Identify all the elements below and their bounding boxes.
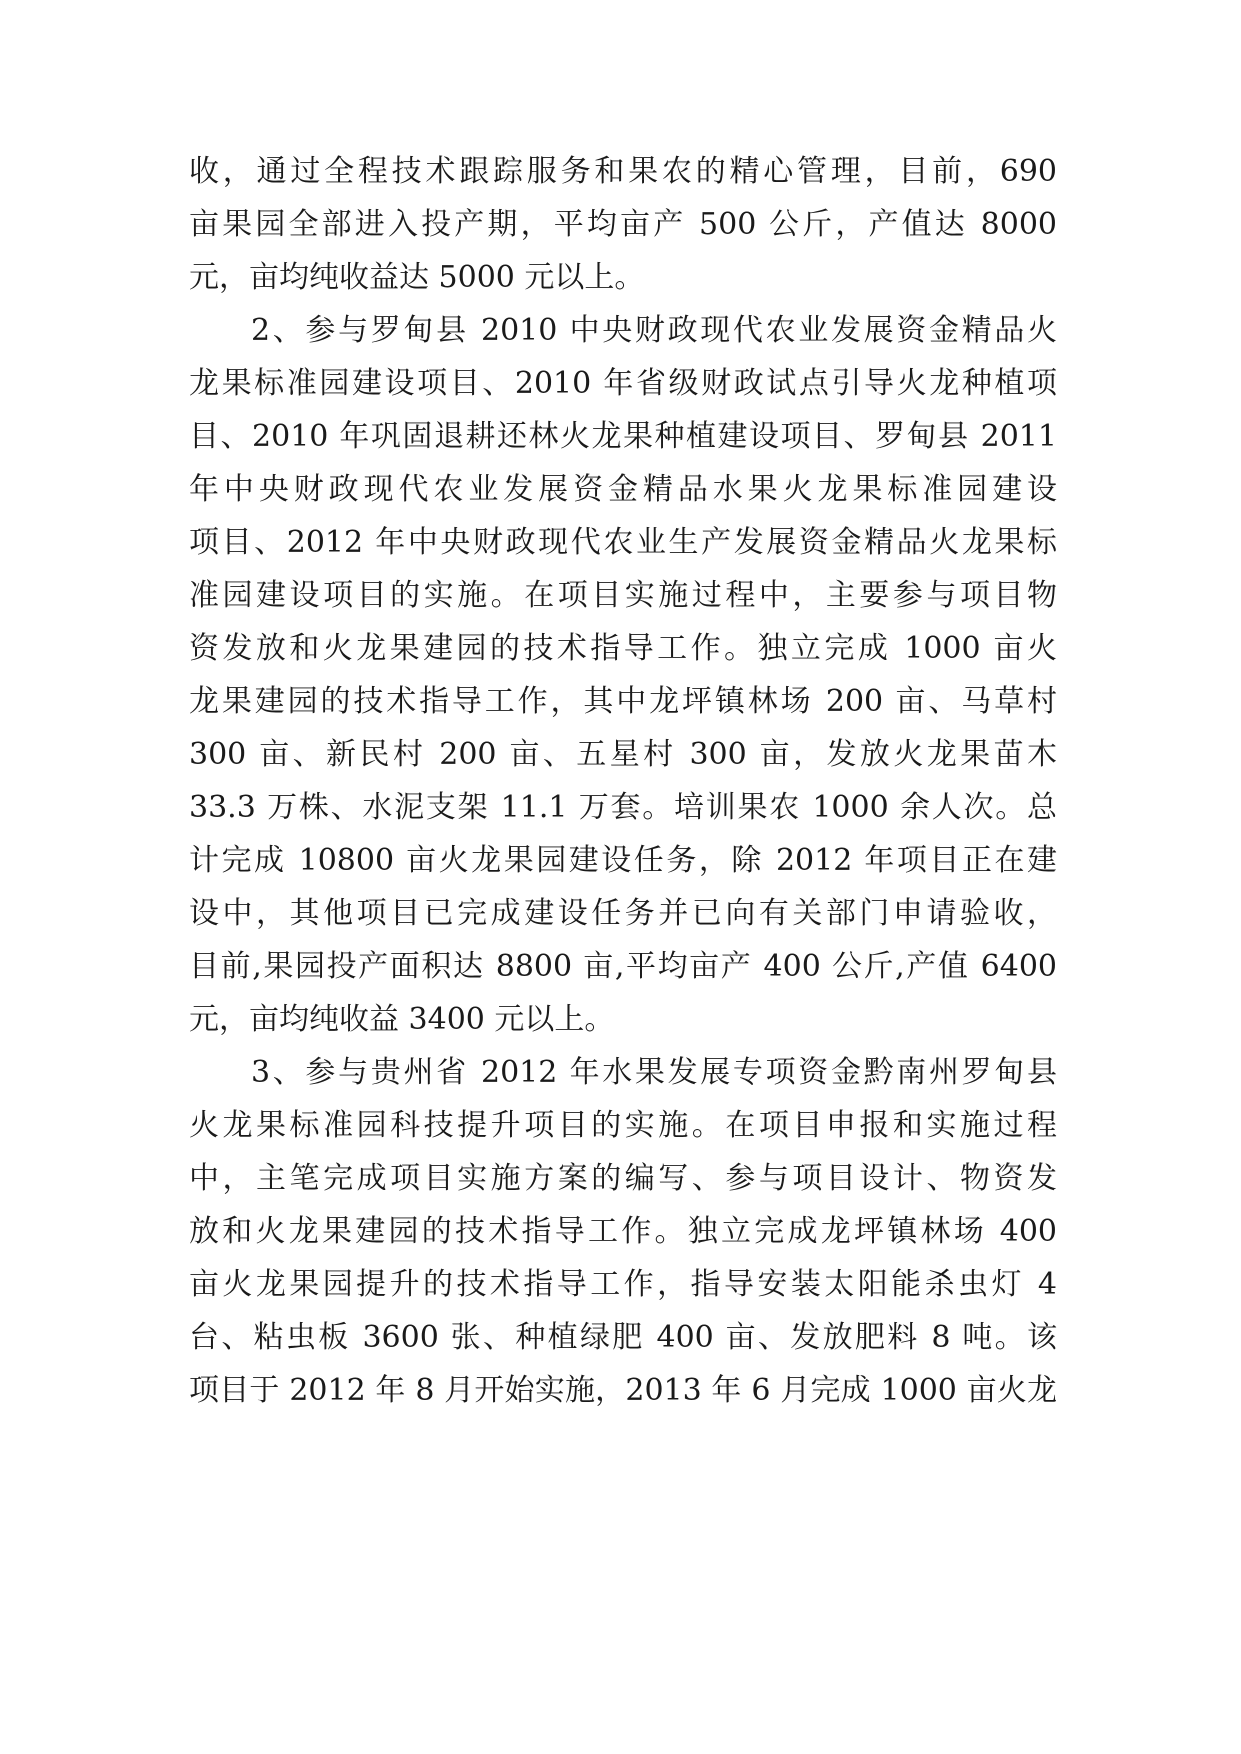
text-line: 项目、2012 年中央财政现代农业生产发展资金精品火龙果标 <box>189 525 1057 560</box>
paragraph-3-start: 3、参与贵州省 2012 年水果发展专项资金黔南州罗甸县 <box>251 1055 1057 1090</box>
text-line: 收，通过全程技术跟踪服务和果农的精心管理，目前，690 <box>189 154 1057 189</box>
text-line: 设中，其他项目已完成建设任务并已向有关部门申请验收， <box>189 896 1057 931</box>
text-line: 火龙果标准园科技提升项目的实施。在项目申报和实施过程 <box>189 1108 1057 1143</box>
text-line: 目、2010 年巩固退耕还林火龙果种植建设项目、罗甸县 2011 <box>189 419 1057 454</box>
text-line: 计完成 10800 亩火龙果园建设任务，除 2012 年项目正在建 <box>189 843 1057 878</box>
text-line: 中，主笔完成项目实施方案的编写、参与项目设计、物资发 <box>189 1161 1057 1196</box>
text-line: 元，亩均纯收益达 5000 元以上。 <box>189 260 645 295</box>
text-line: 元，亩均纯收益 3400 元以上。 <box>189 1002 615 1037</box>
text-line: 放和火龙果建园的技术指导工作。独立完成龙坪镇林场 400 <box>189 1214 1057 1249</box>
paragraph-2-start: 2、参与罗甸县 2010 中央财政现代农业发展资金精品火 <box>251 313 1057 348</box>
text-line: 亩果园全部进入投产期，平均亩产 500 公斤，产值达 8000 <box>189 207 1057 242</box>
text-line: 亩火龙果园提升的技术指导工作，指导安装太阳能杀虫灯 4 <box>189 1267 1057 1302</box>
text-line: 33.3 万株、水泥支架 11.1 万套。培训果农 1000 余人次。总 <box>189 790 1057 825</box>
text-line: 目前,果园投产面积达 8800 亩,平均亩产 400 公斤,产值 6400 <box>189 949 1057 984</box>
text-line: 准园建设项目的实施。在项目实施过程中，主要参与项目物 <box>189 578 1057 613</box>
text-line: 年中央财政现代农业发展资金精品水果火龙果标准园建设 <box>189 472 1057 507</box>
text-line: 资发放和火龙果建园的技术指导工作。独立完成 1000 亩火 <box>189 631 1057 666</box>
text-line: 项目于 2012 年 8 月开始实施，2013 年 6 月完成 1000 亩火龙 <box>189 1373 1057 1408</box>
text-line: 龙果标准园建设项目、2010 年省级财政试点引导火龙种植项 <box>189 366 1057 401</box>
text-line: 300 亩、新民村 200 亩、五星村 300 亩，发放火龙果苗木 <box>189 737 1057 772</box>
text-line: 龙果建园的技术指导工作，其中龙坪镇林场 200 亩、马草村 <box>189 684 1057 719</box>
text-line: 台、粘虫板 3600 张、种植绿肥 400 亩、发放肥料 8 吨。该 <box>189 1320 1057 1355</box>
